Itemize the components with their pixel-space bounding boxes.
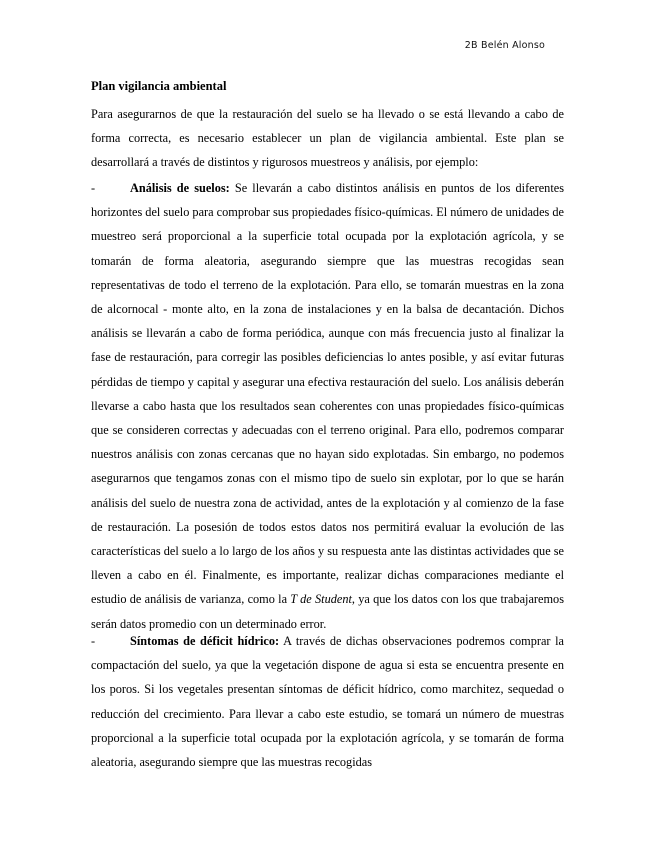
list-item-water-deficit: [91, 629, 564, 774]
list-bullet: -: [91, 634, 96, 648]
list-item-soil-analysis: [91, 176, 564, 636]
list-item-text: Se llevarán a cabo distintos análisis en puntos de los diferentes horizontes del suelo para comprobar sus propiedades físico-químicas. El número de unidades de muestreo será proporcional a la superficie total ocupada por la explotación agrícola, y se tomarán de forma aleatoria, asegurando siempre que las muestras recogidas sean representativas de todo el terreno de la explotación. Para ello, se tomarán muestras en la zona de alcornocal - monte alto, en la zona de instalaciones y en la balsa de decantación. Dichos análisis se llevarán a cabo de forma periódica, aunque con más frecuencia justo al finalizar la fase de restauración, para corregir las posibles deficiencias lo antes posible, y así evitar futuras pérdidas de tiempo y capital y asegurar una efectiva restauración del suelo. Los análisis deberán llevarse a cabo hasta que los resultados sean coherentes con unas propiedades físico-químicas que se consideren correctas y adecuadas con el terreno original. Para ello, podremos comparar nuestros análisis con zonas cercanas que no hayan sido explotadas. Sin embargo, no podemos asegurarnos que tengamos zonas con el mismo tipo de suelo sin explotar, por lo que se harán análisis del suelo de nuestra zona de actividad, antes de la explotación y al comienzo de la fase de restauración. La posesión de todos estos datos nos permitirá evaluar la evolución de las características del suelo a lo largo de los años y su respuesta ante las distintas actividades que se lleven a cabo en él. Finalmente, es importante, realizar dichas comparaciones mediante el estudio de análisis de varianza, como la: [91, 181, 564, 607]
list-item-text: A través de dichas observaciones podremos comprar la compactación del suelo, ya que la vegetación dispone de agua si esta se encuentra presente en los poros. Si los vegetales presentan síntomas de déficit hídrico, como marchitez, sequedad o reducción del crecimiento. Para llevar a cabo este estudio, se tomará un número de muestras proporcional a la superficie total ocupada por la explotación agrícola, y se tomarán de forma aleatoria, asegurando siempre que las muestras recogidas: [91, 634, 564, 770]
list-item-heading: Síntomas de déficit hídrico:: [130, 634, 280, 648]
list-item-italic-term: T de Student: [290, 592, 352, 607]
list-item-text-end: , ya que los datos con los que trabajaremos serán datos promedio con un determinado error.: [91, 592, 564, 631]
header-author: 2B Belén Alonso: [464, 40, 545, 51]
document-title: Plan vigilancia ambiental: [91, 79, 227, 93]
list-bullet: -: [91, 181, 96, 195]
list-item-heading: Análisis de suelos:: [130, 181, 230, 195]
intro-paragraph: Para asegurarnos de que la restauración del suelo se ha llevado o se está llevando a cabo de forma correcta, es necesario establecer un plan de vigilancia ambiental. Este plan se desarrollará a través de distintos y rigurosos muestreos y análisis, por ejemplo:: [91, 107, 564, 170]
